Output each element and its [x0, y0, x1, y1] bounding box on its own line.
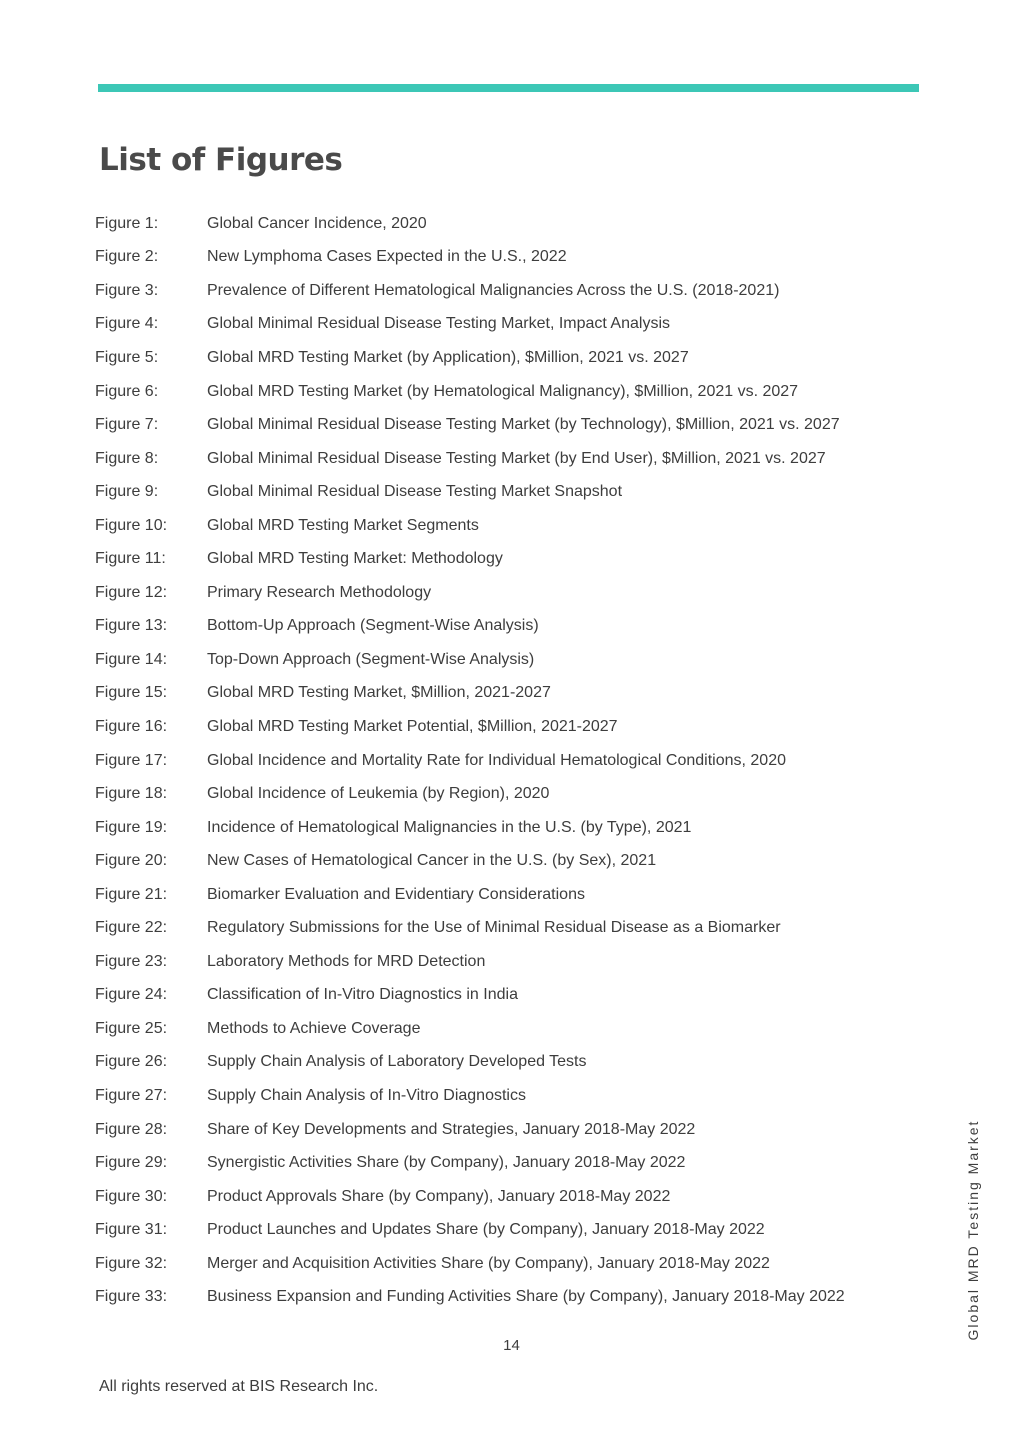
- figure-title: New Lymphoma Cases Expected in the U.S., 2022: [207, 248, 567, 266]
- figure-title: Biomarker Evaluation and Evidentiary Considerations: [207, 885, 585, 903]
- figure-list-item: [95, 911, 915, 945]
- figure-label: Figure 8:: [95, 449, 159, 467]
- figure-list-item: [95, 1247, 915, 1281]
- figure-list-item: [95, 1180, 915, 1214]
- figure-list-item: [95, 744, 915, 778]
- figure-title: Global Minimal Residual Disease Testing Market (by Technology), $Million, 2021 vs. 2027: [207, 416, 840, 434]
- figure-label: Figure 31:: [95, 1221, 168, 1239]
- figure-label: Figure 32:: [95, 1254, 168, 1272]
- figure-list-item: [95, 341, 915, 375]
- figure-list-item: [95, 274, 915, 308]
- figure-list-item: [95, 677, 915, 711]
- figure-label: Figure 13:: [95, 617, 168, 635]
- figure-title: Synergistic Activities Share (by Company), January 2018-May 2022: [207, 1154, 686, 1172]
- figure-label: Figure 28:: [95, 1120, 168, 1138]
- figure-label: Figure 14:: [95, 650, 168, 668]
- figure-title: Global Cancer Incidence, 2020: [207, 214, 427, 232]
- figure-label: Figure 9:: [95, 483, 159, 501]
- figure-label: Figure 33:: [95, 1288, 168, 1306]
- figure-label: Figure 20:: [95, 852, 168, 870]
- figure-list-item: [95, 576, 915, 610]
- figure-label: Figure 15:: [95, 684, 168, 702]
- figure-title: Classification of In-Vitro Diagnostics in India: [207, 986, 518, 1004]
- figure-list: [95, 207, 915, 1314]
- side-running-title: Global MRD Testing Market: [965, 1119, 981, 1341]
- figure-list-item: [95, 945, 915, 979]
- figure-title: Business Expansion and Funding Activities Share (by Company), January 2018-May 2022: [207, 1288, 845, 1306]
- figure-title: Primary Research Methodology: [207, 583, 432, 601]
- figure-list-item: [95, 408, 915, 442]
- page-title: List of Figures: [99, 142, 343, 178]
- figure-title: Global Minimal Residual Disease Testing Market (by End User), $Million, 2021 vs. 2027: [207, 449, 826, 467]
- figure-list-item: [95, 509, 915, 543]
- figure-title: Global MRD Testing Market (by Hematological Malignancy), $Million, 2021 vs. 2027: [207, 382, 799, 400]
- figure-list-item: [95, 207, 915, 241]
- figure-list-item: [95, 844, 915, 878]
- figure-label: Figure 17:: [95, 751, 168, 769]
- figure-title: Incidence of Hematological Malignancies in the U.S. (by Type), 2021: [207, 818, 692, 836]
- figure-title: Global Minimal Residual Disease Testing Market, Impact Analysis: [207, 315, 671, 333]
- figure-title: Global Minimal Residual Disease Testing Market Snapshot: [207, 483, 623, 501]
- figure-label: Figure 1:: [95, 214, 159, 232]
- figure-title: Supply Chain Analysis of Laboratory Developed Tests: [207, 1053, 587, 1071]
- figure-label: Figure 10:: [95, 516, 168, 534]
- figure-label: Figure 23:: [95, 952, 168, 970]
- figure-label: Figure 29:: [95, 1154, 168, 1172]
- figure-list-item: [95, 1146, 915, 1180]
- figure-list-item: [95, 777, 915, 811]
- figure-list-item: [95, 442, 915, 476]
- figure-list-item: [95, 643, 915, 677]
- figure-title: Bottom-Up Approach (Segment-Wise Analysis): [207, 617, 539, 635]
- figure-title: Global MRD Testing Market Segments: [207, 516, 479, 534]
- figure-label: Figure 22:: [95, 919, 168, 937]
- figure-list-item: [95, 811, 915, 845]
- figure-title: Supply Chain Analysis of In-Vitro Diagnostics: [207, 1086, 526, 1104]
- figure-list-item: [95, 1281, 915, 1315]
- figure-label: Figure 5:: [95, 348, 159, 366]
- figure-label: Figure 30:: [95, 1187, 168, 1205]
- figure-label: Figure 25:: [95, 1019, 168, 1037]
- figure-list-item: [95, 1046, 915, 1080]
- header-accent-rule: [98, 84, 919, 92]
- figure-title: Prevalence of Different Hematological Malignancies Across the U.S. (2018-2021): [207, 281, 780, 299]
- figure-title: Regulatory Submissions for the Use of Minimal Residual Disease as a Biomarker: [207, 919, 781, 937]
- figure-title: Laboratory Methods for MRD Detection: [207, 952, 486, 970]
- figure-label: Figure 6:: [95, 382, 159, 400]
- figure-list-item: [95, 610, 915, 644]
- figure-list-item: [95, 1213, 915, 1247]
- figure-label: Figure 7:: [95, 416, 159, 434]
- figure-title: Global Incidence and Mortality Rate for Individual Hematological Conditions, 2020: [207, 751, 786, 769]
- figure-title: Merger and Acquisition Activities Share (by Company), January 2018-May 2022: [207, 1254, 770, 1272]
- figure-title: Global MRD Testing Market (by Application), $Million, 2021 vs. 2027: [207, 348, 689, 366]
- figure-list-item: [95, 475, 915, 509]
- figure-label: Figure 4:: [95, 315, 159, 333]
- figure-title: Product Launches and Updates Share (by Company), January 2018-May 2022: [207, 1221, 765, 1239]
- figure-label: Figure 11:: [95, 550, 166, 568]
- figure-title: Global MRD Testing Market: Methodology: [207, 550, 503, 568]
- figure-title: Share of Key Developments and Strategies, January 2018-May 2022: [207, 1120, 696, 1138]
- figure-label: Figure 21:: [95, 885, 168, 903]
- figure-list-item: [95, 878, 915, 912]
- figure-label: Figure 24:: [95, 986, 168, 1004]
- figure-label: Figure 18:: [95, 785, 168, 803]
- figure-label: Figure 3:: [95, 281, 159, 299]
- figure-label: Figure 26:: [95, 1053, 168, 1071]
- figure-list-item: [95, 542, 915, 576]
- page-number: 14: [503, 1337, 520, 1354]
- figure-title: Global Incidence of Leukemia (by Region), 2020: [207, 785, 550, 803]
- footer-copyright: All rights reserved at BIS Research Inc.: [99, 1378, 379, 1395]
- figure-list-item: [95, 979, 915, 1013]
- figure-list-item: [95, 308, 915, 342]
- figure-label: Figure 12:: [95, 583, 168, 601]
- figure-list-item: [95, 241, 915, 275]
- figure-list-item: [95, 710, 915, 744]
- figure-title: New Cases of Hematological Cancer in the U.S. (by Sex), 2021: [207, 852, 657, 870]
- figure-title: Product Approvals Share (by Company), January 2018-May 2022: [207, 1187, 671, 1205]
- figure-title: Top-Down Approach (Segment-Wise Analysis): [207, 650, 535, 668]
- figure-title: Global MRD Testing Market Potential, $Million, 2021-2027: [207, 717, 618, 735]
- figure-title: Global MRD Testing Market, $Million, 2021-2027: [207, 684, 551, 702]
- figure-title: Methods to Achieve Coverage: [207, 1019, 421, 1037]
- figure-list-item: [95, 375, 915, 409]
- figure-list-item: [95, 1079, 915, 1113]
- figure-label: Figure 19:: [95, 818, 168, 836]
- figure-label: Figure 16:: [95, 717, 168, 735]
- figure-label: Figure 27:: [95, 1086, 168, 1104]
- figure-label: Figure 2:: [95, 248, 159, 266]
- figure-list-item: [95, 1113, 915, 1147]
- figure-list-item: [95, 1012, 915, 1046]
